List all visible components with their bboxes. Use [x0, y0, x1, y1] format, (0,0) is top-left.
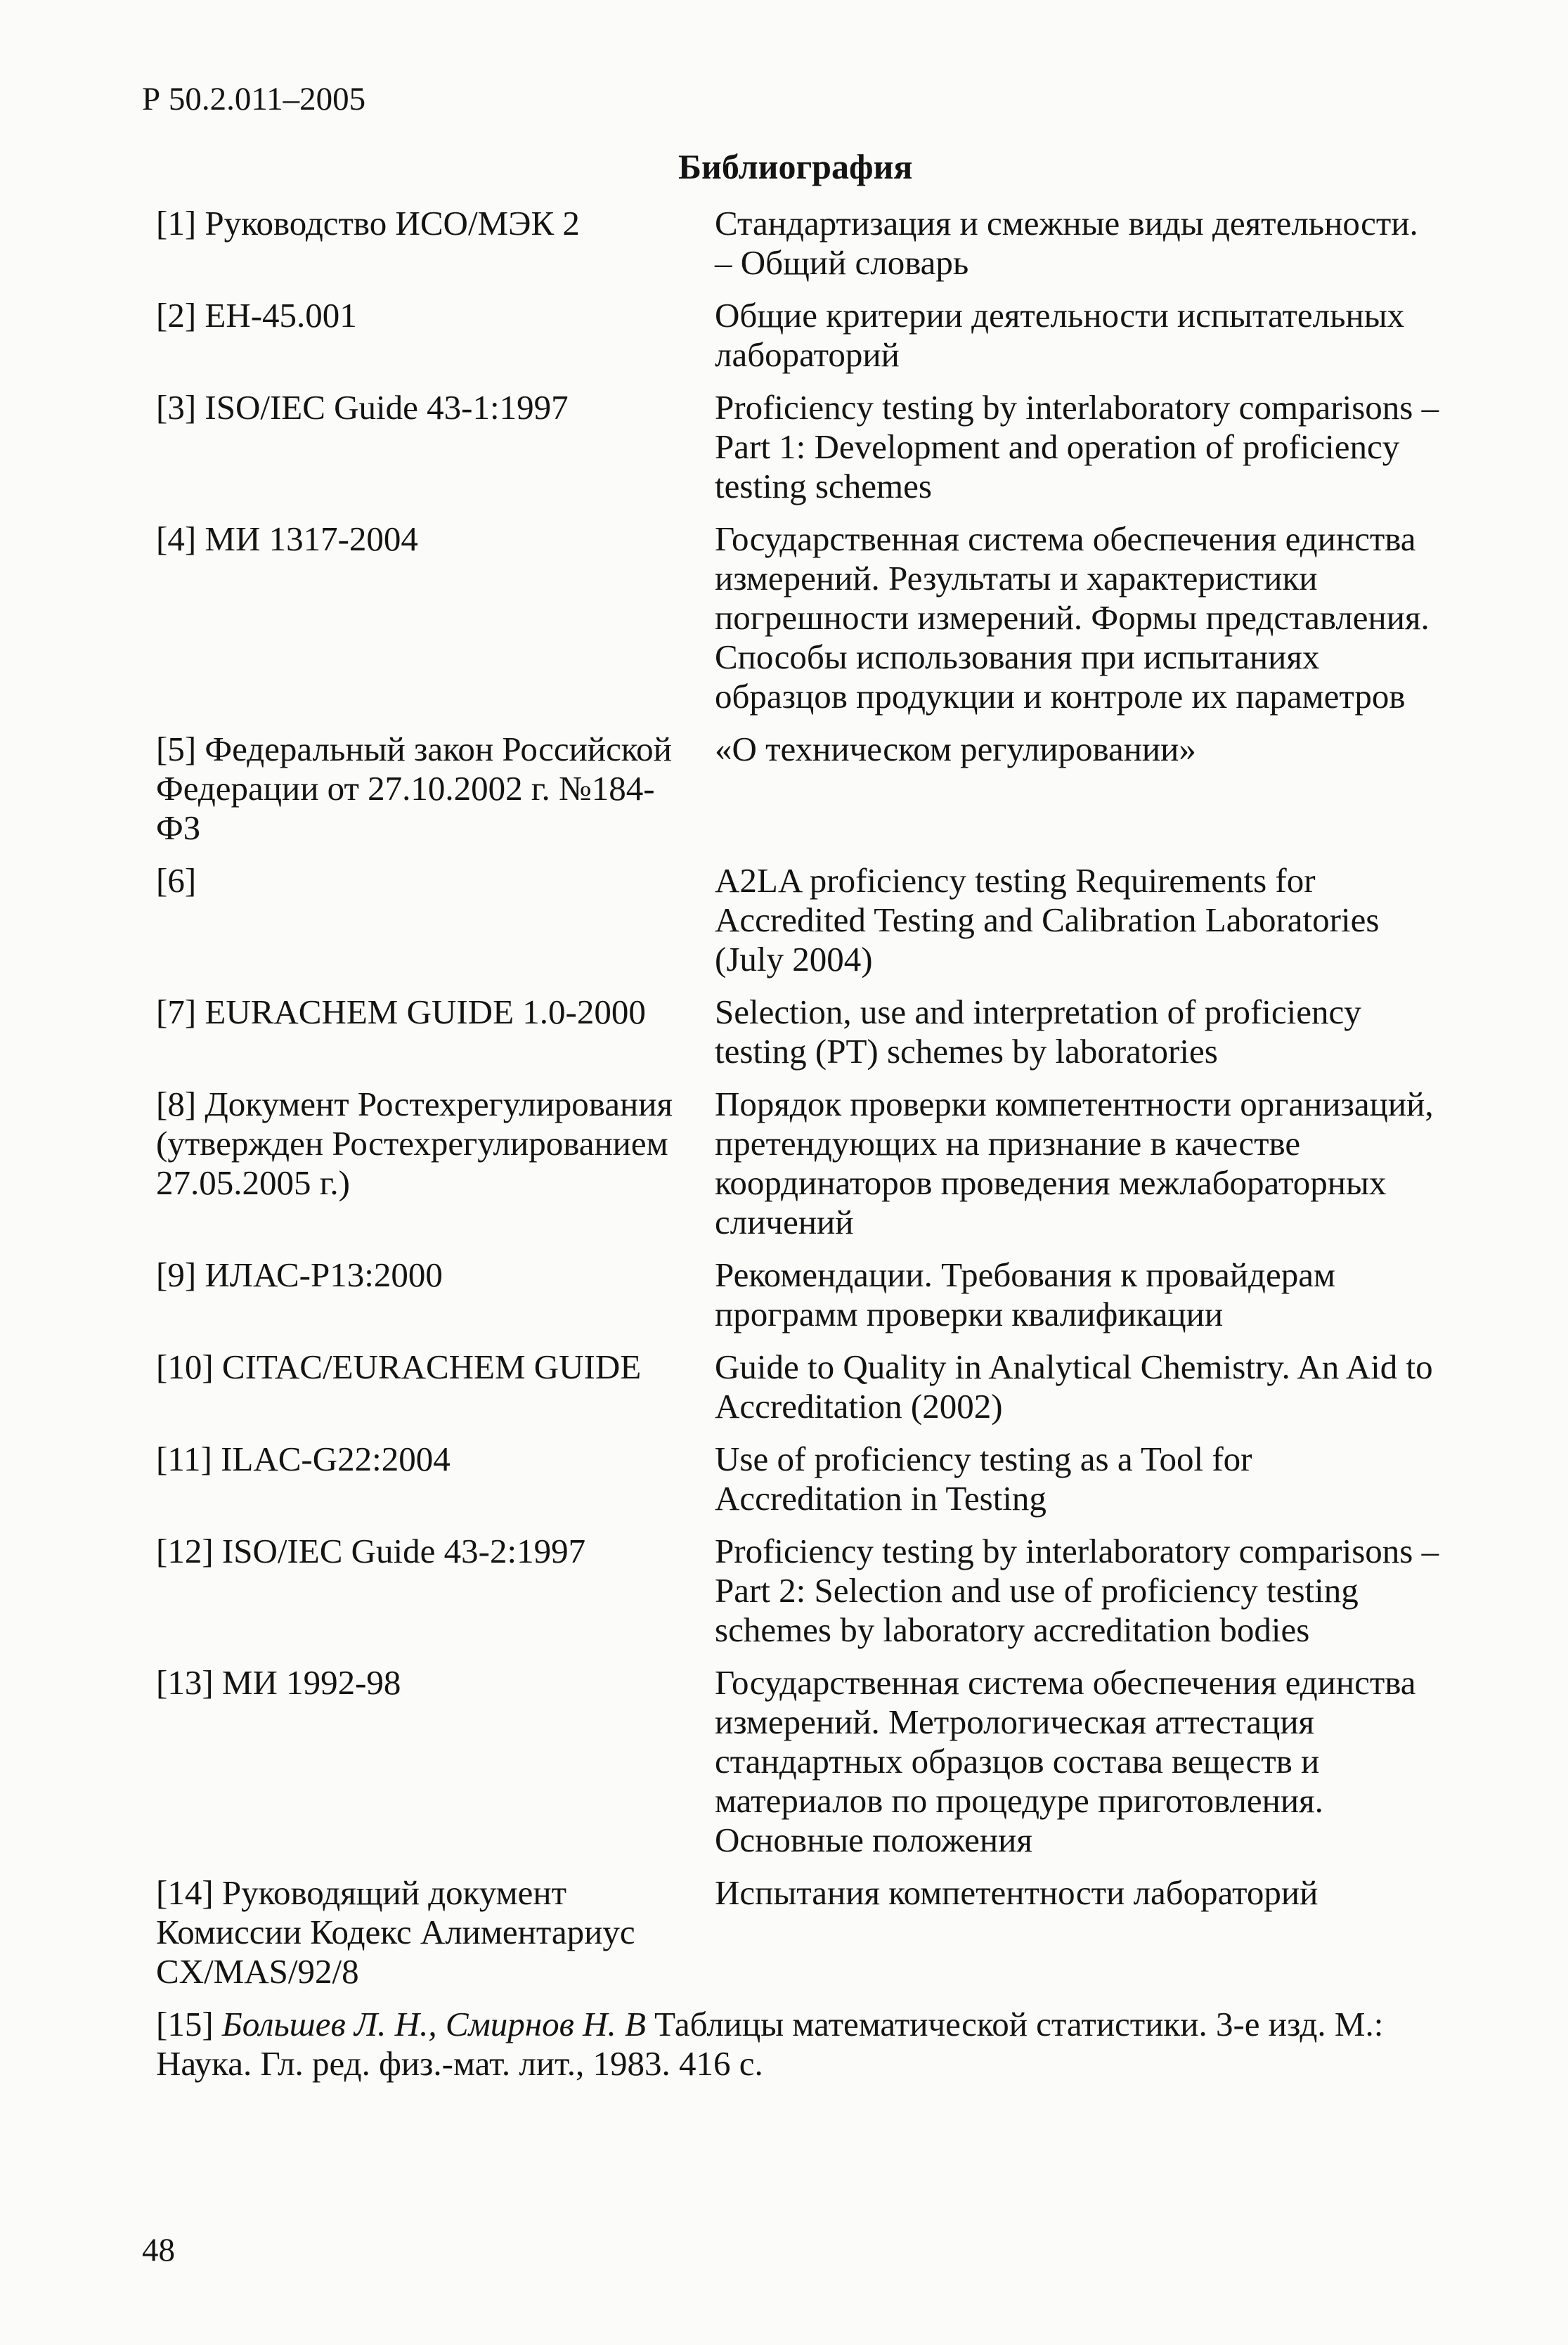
bibliography-entry-6: [156, 861, 1442, 979]
bibliography-list: [156, 204, 1442, 2084]
bibliography-entry-13: [156, 1663, 1442, 1860]
bibliography-entry-9: [156, 1255, 1442, 1334]
entry-description: Общие критерии деятельности испытательных лабораторий: [715, 296, 1405, 374]
entry-description: Use of proficiency testing as a Tool for Accreditation in Testing: [715, 1440, 1252, 1518]
entry-description: Рекомендации. Требования к провайдерам программ проверки квалификации: [715, 1255, 1335, 1333]
entry-description: Порядок проверки компетентности организаций, претендующих на признание в качестве координаторов проведения межлабораторных сличений: [715, 1085, 1434, 1241]
entry-reference: [13] МИ 1992-98: [156, 1663, 401, 1702]
bibliography-entry-12: [156, 1532, 1442, 1650]
entry-reference: [8] Документ Ростехрегулирования (утвержден Ростехрегулированием 27.05.2005 г.): [156, 1085, 673, 1202]
bibliography-entry-7: [156, 993, 1442, 1071]
entry-reference: [14] Руководящий документ Комиссии Кодекс Алиментариус CX/MAS/92/8: [156, 1873, 635, 1991]
entry-reference: [4] МИ 1317-2004: [156, 519, 418, 558]
bibliography-entry-2: [156, 296, 1442, 375]
bibliography-entry-8: [156, 1085, 1442, 1242]
bibliography-entry-1: [156, 204, 1442, 283]
entry-reference: [3] ISO/IEC Guide 43-1:1997: [156, 388, 569, 427]
entry-authors: Большев Л. Н., Смирнов Н. В: [221, 2005, 646, 2043]
entry-description: Государственная система обеспечения единства измерений. Метрологическая аттестация стандартных образцов состава веществ и материалов по процедуре приготовления. Основные положения: [715, 1663, 1416, 1859]
entry-reference: [9] ИЛАС-Р13:2000: [156, 1255, 443, 1294]
entry-reference: [7] EURACHEM GUIDE 1.0-2000: [156, 993, 646, 1031]
entry-reference: [10] CITAC/EURACHEM GUIDE: [156, 1348, 642, 1386]
entry-description: Испытания компетентности лабораторий: [715, 1873, 1318, 1912]
entry-description: Guide to Quality in Analytical Chemistry. An Aid to Accreditation (2002): [715, 1348, 1433, 1426]
entry-reference: [2] ЕН-45.001: [156, 296, 357, 335]
page-title: Библиография: [678, 147, 913, 186]
bibliography-entry-15: [156, 2005, 1442, 2084]
entry-description: Таблицы математической статистики. 3-е изд. М.: Наука. Гл. ред. физ.-мат. лит., 1983. 416 с.: [156, 2005, 1384, 2083]
entry-description: Selection, use and interpretation of proficiency testing (PT) schemes by laboratories: [715, 993, 1361, 1071]
bibliography-entry-5: [156, 730, 1442, 848]
entry-number: [15]: [156, 2005, 214, 2043]
entry-reference: [5] Федеральный закон Российской Федерации от 27.10.2002 г. №184-ФЗ: [156, 730, 672, 847]
entry-description: «О техническом регулировании»: [715, 730, 1196, 768]
bibliography-entry-4: [156, 519, 1442, 716]
entry-reference: [11] ILAC-G22:2004: [156, 1440, 451, 1478]
page-number: 48: [142, 2232, 175, 2268]
bibliography-entry-10: [156, 1348, 1442, 1426]
entry-reference: [1] Руководство ИСО/МЭК 2: [156, 204, 580, 243]
entry-reference: [12] ISO/IEC Guide 43-2:1997: [156, 1532, 586, 1570]
entry-reference: [6]: [156, 861, 197, 900]
document-code: Р 50.2.011–2005: [142, 81, 366, 117]
bibliography-entry-11: [156, 1440, 1442, 1518]
entry-description: Proficiency testing by interlaboratory comparisons – Part 2: Selection and use of proficiency testing schemes by laboratory accreditation bodies: [715, 1532, 1439, 1649]
bibliography-entry-3: [156, 388, 1442, 506]
entry-description: Государственная система обеспечения единства измерений. Результаты и характеристики погрешности измерений. Формы представления. Способы использования при испытаниях образцов продукции и контроле их параметров: [715, 519, 1430, 716]
entry-description: Стандартизация и смежные виды деятельности. – Общий словарь: [715, 204, 1418, 282]
entry-description: A2LA proficiency testing Requirements for Accredited Testing and Calibration Laboratories (July 2004): [715, 861, 1380, 978]
bibliography-entry-14: [156, 1873, 1442, 1991]
entry-description: Proficiency testing by interlaboratory comparisons – Part 1: Development and operation of proficiency testing schemes: [715, 388, 1439, 505]
